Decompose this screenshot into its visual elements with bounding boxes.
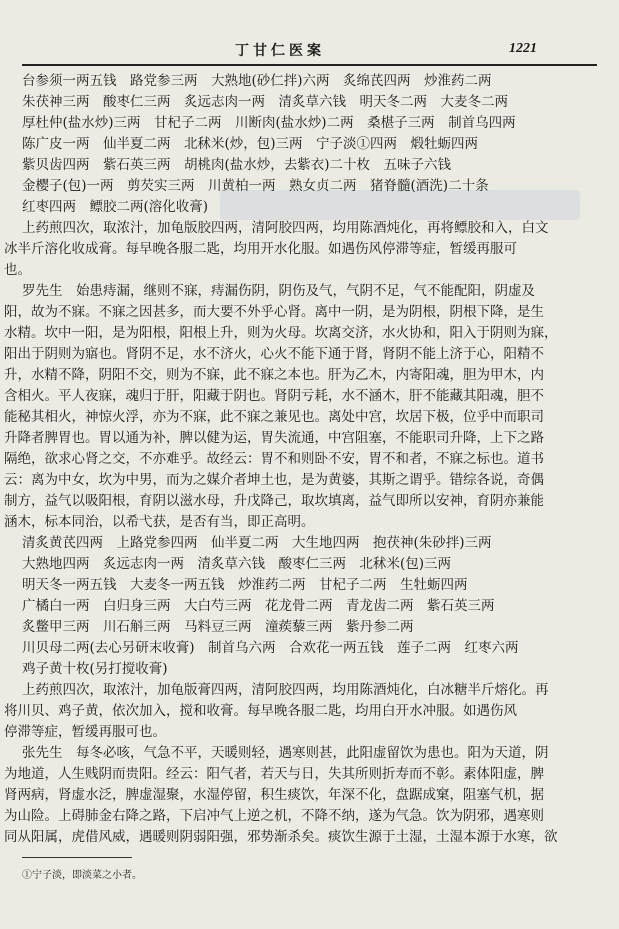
text-line: 升，水精不降，阴阳不交，则为不寐，此不寐之本也。肝为乙木，内寄阳魂，胆为甲木，内: [4, 367, 544, 383]
text-line: 也。: [4, 262, 31, 278]
text-line: 厚杜仲(盐水炒)三两 甘杞子二两 川断肉(盐水炒)二两 桑椹子三两 制首乌四两: [22, 115, 516, 131]
text-line: 罗先生 始患痔漏，继则不寐，痔漏伤阴，阴伤及气，气阴不足，气不能配阳，阴虚及: [22, 283, 535, 299]
text-line: 炙鳖甲三两 川石斛三两 马料豆三两 潼蒺藜三两 紫丹参二两: [22, 619, 414, 635]
text-line: 为山险。上碍肺金右降之路，下启冲气上逆之机，不降不纳，遂为气急。饮为阴邪，遇寒则: [4, 808, 544, 824]
text-line: 张先生 每冬必咳，气急不平，天暖则轻，遇寒则甚，此阳虚留饮为患也。阳为天道，阴: [22, 745, 549, 761]
text-line: 鸡子黄十枚(另打搅收膏): [22, 661, 168, 677]
header-rule: [22, 64, 597, 66]
text-line: 含相火。平人夜寐，魂归于肝，阳藏于阴也。肾阴亏耗，水不涵木，肝不能藏其阳魂，胆不: [4, 388, 544, 404]
text-line: 云：离为中女，坎为中男，而为之媒介者坤土也，是为黄婆，其斯之谓乎。错综各说，奇偶: [4, 472, 544, 488]
body-text: [0, 72, 619, 852]
text-line: 阳出于阴则为寤也。肾阴不足，水不济火，心火不能下通于肾，肾阴不能上济于心，阳精不: [4, 346, 544, 362]
text-line: 升降者脾胃也。胃以通为补，脾以健为运，胃失流通，中宫阻塞，不能职司升降，上下之路: [4, 430, 544, 446]
page-number: 1221: [509, 41, 537, 56]
text-line: 水精。坎中一阳，是为阳根，阳根上升，则为火母。坎离交济，水火协和，阳入于阴则为寐，: [4, 325, 558, 341]
text-line: 大熟地四两 炙远志肉一两 清炙草六钱 酸枣仁三两 北秫米(包)三两: [22, 556, 452, 572]
text-line: 台参须一两五钱 路党参三两 大熟地(砂仁拌)六两 炙绵芪四两 炒淮药二两: [22, 73, 492, 89]
text-line: 朱茯神三两 酸枣仁三两 炙远志肉一两 清炙草六钱 明天冬二两 大麦冬二两: [22, 94, 508, 110]
text-line: 为地道，人生贱阴而贵阳。经云：阳气者，若天与日，失其所则折寿而不彰。素体阳虚，脾: [4, 766, 544, 782]
text-line: 同从阳属，虎借风威，遇暖则阴弱阳强，邪势渐杀矣。痰饮生源于土湿，土湿本源于水寒，欲: [4, 829, 558, 845]
text-line: 将川贝、鸡子黄，依次加入，搅和收膏。每早晚各服二匙，均用白开水冲服。如遇伤风: [4, 703, 517, 719]
text-line: 隔绝，欲求心肾之交，不亦难乎。故经云：胃不和则卧不安，胃不和者，不寐之标也。道书: [4, 451, 544, 467]
text-line: 阳，故为不寐。不寐之因甚多，而大要不外乎心肾。离中一阴，是为阴根，阴根下降，是生: [4, 304, 544, 320]
text-line: 金樱子(包)一两 剪芡实三两 川黄柏一两 熟女贞二两 猪脊髓(酒洗)二十条: [22, 178, 489, 194]
text-line: 广橘白一两 白归身三两 大白芍三两 花龙骨二两 青龙齿二两 紫石英三两: [22, 598, 495, 614]
text-line: 川贝母二两(去心另研末收膏) 制首乌六两 合欢花一两五钱 莲子二两 红枣六两: [22, 640, 519, 656]
text-line: 停滞等症，暂缓再服可也。: [4, 724, 166, 740]
footnote-rule: [22, 857, 132, 858]
text-line: 能秘其相火，神惊火浮，亦为不寐，此不寐之兼见也。离处中宫，坎居下极，位乎中而职司: [4, 409, 544, 425]
text-line: 上药煎四次，取浓汁，加龟版胶四两，清阿胶四两，均用陈酒炖化，再将鳔胶和入，白文: [22, 220, 549, 236]
page-header: [0, 40, 619, 64]
text-line: 明天冬一两五钱 大麦冬一两五钱 炒淮药二两 甘杞子二两 生牡蛎四两: [22, 577, 468, 593]
text-line: 肾两病，肾虚水泛，脾虚湿聚，水湿停留，积生痰饮，年深不化，盘踞成窠，阻塞气机，据: [4, 787, 544, 803]
footnote: ①宁子淡，即淡菜之小者。: [22, 870, 142, 881]
text-line: 制方，益气以吸阳根，育阴以滋水母，升戊降己，取坎填离，益气即所以安神，育阴亦兼能: [4, 493, 544, 509]
text-line: 陈广皮一两 仙半夏二两 北秫米(炒，包)三两 宁子淡①四两 煅牡蛎四两: [22, 136, 479, 152]
text-line: 上药煎四次，取浓汁，加龟版膏四两，清阿胶四两，均用陈酒炖化，白冰糖半斤熔化。再: [22, 682, 549, 698]
running-title: 丁甘仁医案: [235, 43, 325, 59]
text-line: 紫贝齿四两 紫石英三两 胡桃肉(盐水炒，去紫衣)二十枚 五味子六钱: [22, 157, 452, 173]
text-line: 涵木，标本同治，以希弋获，是否有当，即正高明。: [4, 514, 315, 530]
text-line: 红枣四两 鳔胶二两(溶化收膏): [22, 199, 209, 215]
text-line: 冰半斤溶化收成膏。每早晚各服二匙，均用开水化服。如遇伤风停滞等症，暂缓再服可: [4, 241, 517, 257]
text-line: 清炙黄芪四两 上路党参四两 仙半夏二两 大生地四两 抱茯神(朱砂拌)三两: [22, 535, 492, 551]
